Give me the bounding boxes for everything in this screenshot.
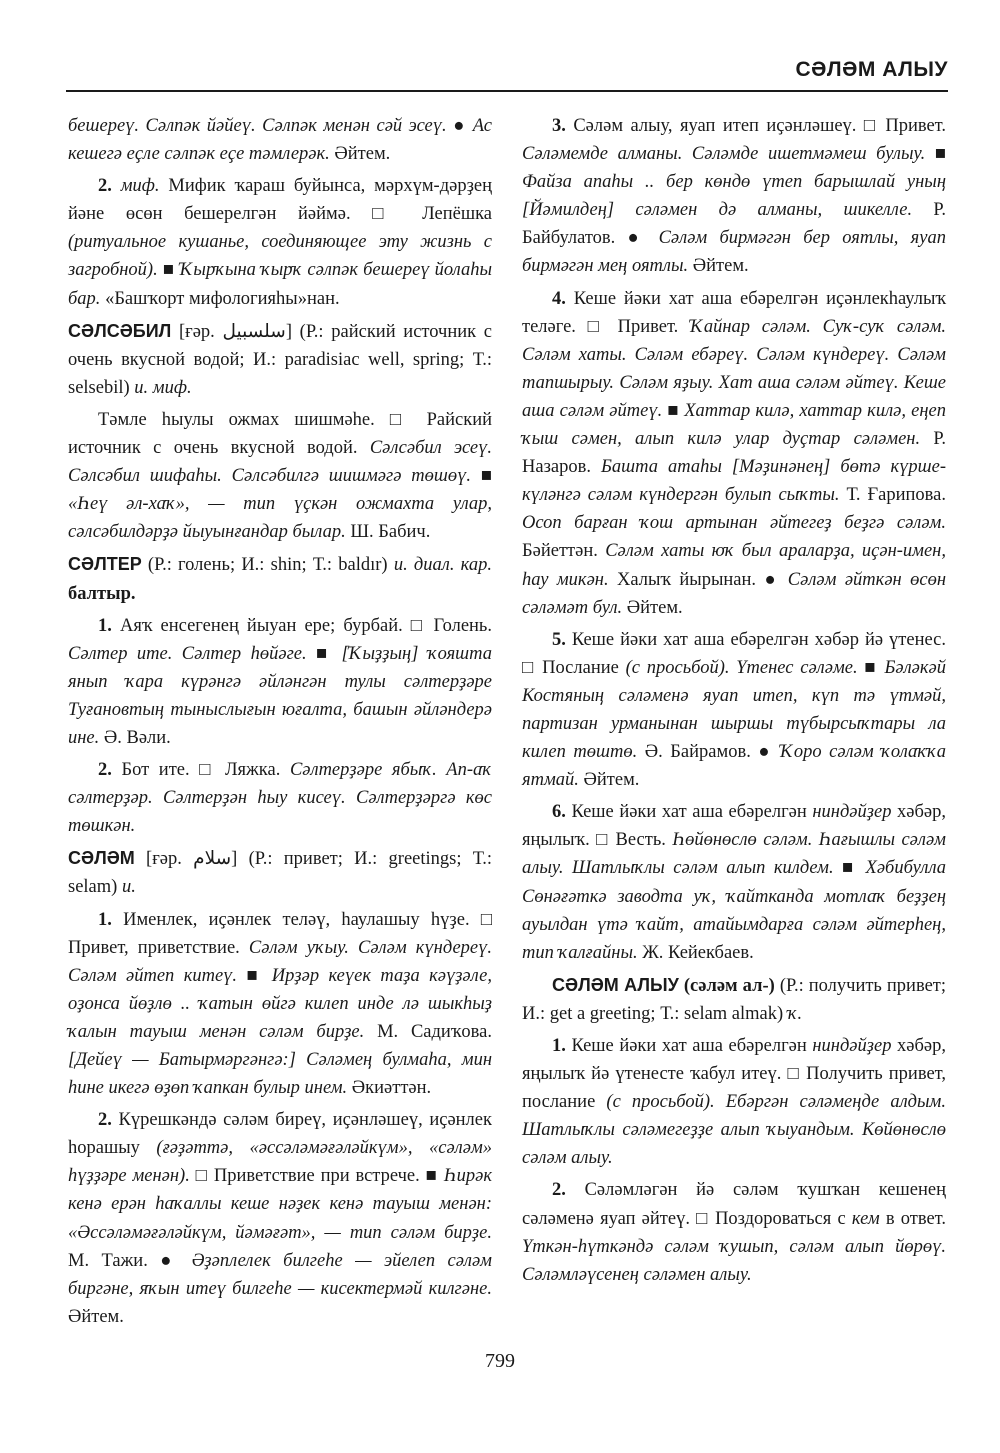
headword: СӘЛӘМ	[68, 848, 135, 869]
proverb: ● Сәләм әйткән өсөн сәләмәт бул.	[522, 569, 946, 618]
source: Ә. Вәли.	[99, 727, 171, 748]
stem-form: (сәләм ал-)	[678, 975, 775, 996]
examples: Сәләм уҡыу. Сәләм күндереү. Сәләм әйтеп китеү. ■ Ирҙәр кеүек таҙа кәүҙәле, оҙонса йөҙлө .. ҡатын өйгә килеп инде лә шыкһыҙ ҡалын тауыш менән сәләм бирҙе.	[68, 937, 492, 1042]
source: Әйтем.	[578, 770, 640, 791]
sense-number: 2.	[98, 760, 112, 781]
qualifier: ниндәйҙер	[812, 802, 892, 823]
sense-number: 1.	[98, 909, 112, 930]
entry-salam-sense-4	[522, 285, 946, 622]
definition: Аяҡ енсегенең йыуан ере; бурбай. □ Голень.	[111, 615, 492, 636]
definition: Мифик ҡараш буйынса, мәрхүм-дәрҙең йәне өсөн бешерелгән йәймә. □ Лепёшка	[68, 176, 492, 225]
source: Т. Ғарипова.	[839, 485, 946, 506]
source: Әйтем.	[68, 1306, 124, 1327]
examples: (с просьбой). Үтенес сәләме. ■ Бәләкәй Костяның сәләменә яуап итеп, күп тә үтмәй, партизан урманынан шыршы түбырсыҡтары ла килеп төштө.	[522, 657, 946, 763]
proverb: ● Сәләм бирмәгән бер оятлы, яуап бирмәгән мең оятлы.	[522, 228, 946, 277]
grammar-label: и. диал. кар.	[393, 555, 492, 576]
source: Бәйеттән.	[522, 541, 606, 562]
source: Әйтем.	[688, 256, 749, 277]
right-column	[522, 112, 946, 1293]
sense-number: 1.	[552, 1036, 566, 1056]
examples: (с просьбой). Ебәргән сәләмеңде алдым. Шатлыҡлы сәләмегеҙҙе алып ҡыуандым. Көйөнөслө сәләм алыу.	[522, 1092, 946, 1169]
sense-number: 5.	[552, 629, 566, 650]
entry-salam-alyu-sense-2	[522, 1176, 946, 1288]
entry-continuation	[68, 112, 492, 168]
entry-salsabil-def	[68, 406, 492, 546]
sense-number: 1.	[98, 615, 112, 636]
page-number: 799	[485, 1350, 515, 1372]
entry-salter	[68, 550, 492, 607]
definition: Кеше йәки хат аша ебәрелгән	[565, 802, 813, 823]
definition: Сәләм алыу, яуап итеп иҫәнләшеү. □ Привет.	[565, 116, 946, 136]
source: Әйтем.	[329, 144, 391, 165]
entry-salam-alyu-sense-1	[522, 1032, 946, 1172]
source: Ә. Байрамов.	[637, 742, 759, 763]
entry-salsabil	[68, 317, 492, 402]
headword: СӘЛСӘБИЛ	[68, 320, 172, 341]
source: Ш. Бабич.	[345, 522, 431, 543]
examples: Сәлсәбил эсеү. Сәлсәбил шифаһы. Сәлсәбилгә шишмәгә төшөү. ■ «Һеү әл-хаҡ», — тип үҫкән ожмахта улар, сәлсәбилдәрҙә йыуынғандар былар.	[68, 438, 492, 543]
entry-salam-sense-2	[68, 1106, 492, 1331]
definition: Кеше йәки хат аша ебәрелгән иҫәнлекһаулыҡ теләге. □ Привет.	[522, 288, 946, 337]
source: Әкиәттән.	[347, 1078, 432, 1099]
sense-number: 6.	[552, 802, 566, 823]
examples: Сәлтер ите. Сәлтер һөйәге. ■ [Ҡыҙҙың] ҡояшта янып ҡара күрәнгә әйләнгән тулы сәлтерҙәре Туғановтың тыныслығын юғалта, башын әйләндерә ине.	[68, 643, 492, 748]
sense-number: 2.	[98, 1110, 112, 1131]
source: «Башҡорт мифологияһы»нан.	[100, 288, 340, 309]
source: М. Садиҡова.	[364, 1021, 493, 1042]
translation: □ Приветствие при встрече.	[189, 1166, 426, 1187]
proverb: ● Ас кешегә еҫле сәлпәк еҫе тәмлерәк.	[68, 116, 493, 165]
page-header	[66, 58, 948, 92]
headword: СӘЛӘМ АЛЫУ	[552, 974, 679, 995]
definition: хәбәр, яңылыҡ йә үтенесте ҡабул итеү. □ Получить привет, послание	[522, 1036, 946, 1113]
source: Халыҡ йырынан.	[608, 569, 765, 590]
sense-number: 2.	[552, 1180, 566, 1201]
label: миф.	[111, 176, 160, 197]
source: Әйтем.	[622, 597, 683, 618]
examples: Ҡайнар сәләм. Суҡ-суҡ сәләм. Сәләм хаты. Сәләм ебәреү. Сәләм күндереү. Сәләм тапшырыу. Сәләм яҙыу. Хат аша сәләм әйтеү. Кеше аша сәләм әйтеү. ■ Хаттар килә, хаттар килә, еңеп ҡыш сәмен, алып килә улар дуҫтар сәләмен.	[522, 316, 946, 450]
quote: ■ Һирәк кенә ерән һаҡаллы кеше нәҙек кенә тауыш менән: «Әссәләмәғәләйкүм, йәмәғәт», — тип сәләм бирҙе.	[68, 1166, 492, 1243]
examples: Сәләмемде алманы. Сәләмде ишетмәмеш булыу. ■ Файза апаһы .. бер көндө үтеп барышлай уның [Йәмилдең] сәләмен дә алманы, шикелле.	[522, 144, 946, 221]
quote: ■ Ҡырҡына ҡырҡ сәлпәк бешереү йолаһы бар.	[68, 260, 492, 309]
entry-salter-sense-2	[68, 756, 492, 840]
quote: Сәләм хаты юҡ был араларҙа, иҫән-имен, һау микән.	[522, 541, 946, 590]
translation: в ответ.	[879, 1208, 946, 1229]
entry-salam-sense-5	[522, 626, 946, 795]
examples: Сәлтерҙәре ябыҡ. Ап-аҡ сәлтерҙәр. Сәлтерҙән һыу кисеү. Сәлтерҙәргә көс төшкән.	[68, 760, 493, 837]
definition: Күрешкәндә сәләм биреү, иҫәнләшеү, иҫәнлек һорашыу	[68, 1110, 492, 1159]
entry-salam-sense-3	[522, 112, 946, 281]
qualifier: ниндәйҙер	[812, 1036, 892, 1056]
source: Ж. Кейекбаев.	[637, 942, 754, 963]
sense-number: 4.	[552, 288, 566, 309]
sense-number: 3.	[552, 116, 566, 136]
grammar-label: ҡ.	[787, 1003, 803, 1024]
examples: Һөйөнөслө сәләм. Һағышлы сәләм алыу. Шатлыҡлы сәләм алып килдем. ■ Хәбибулла Сөнәғәткә заводта уҡ, ҡайтканда мотлаҡ беҙҙең ауылдан үтә ҡайт, атайымдарға сәләм әйтерһең, тип ҡалғайны.	[522, 830, 946, 963]
etymology: (Р.: получить привет; И.: get a greeting; Т.: selam almak)	[522, 975, 947, 1024]
source: Р. Байбулатов.	[522, 200, 946, 249]
etymology: [ғәр. سلام] (Р.: привет; И.: greetings; Т.: selam)	[68, 849, 492, 898]
entry-salam-sense-1	[68, 906, 492, 1103]
etymology: [ғәр. سلسبيل] (Р.: райский источник с очень вкусной водой; И.: paradisiac well, spring; Т.: selsebil)	[68, 321, 493, 398]
entry-salam-sense-6	[522, 798, 946, 967]
definition: Именлек, иҫәнлек теләү, һаулашыу һүҙе. □ Привет, приветствие.	[68, 909, 492, 958]
example-text: бешереү. Сәлпәк йәйеү. Сәлпәк менән сәй эсеү.	[68, 116, 447, 136]
grammar-label: и.	[121, 877, 136, 898]
quote: Осоп барған ҡош артынан әйтегеҙ беҙгә сәләм.	[522, 513, 946, 534]
translation-note: (ритуальное кушанье, соединяющее эту жизнь с загробной).	[68, 232, 492, 281]
headword: СӘЛТЕР	[68, 554, 142, 575]
quote: Башта атаһы [Мәҙинәнең] бөтә күрше-күләнгә сәләм күндергән булып сыҡты.	[522, 457, 946, 506]
sense-2	[68, 172, 492, 312]
entry-salter-sense-1	[68, 612, 492, 752]
etymology: (Р.: голень; И.: shin; Т.: baldır)	[141, 555, 394, 576]
source: М. Тажи.	[68, 1250, 161, 1271]
qualifier: кем	[851, 1208, 880, 1229]
definition: Кеше йәки хат аша ебәрелгән	[565, 1036, 813, 1056]
grammar-label: и. миф.	[134, 377, 192, 398]
cross-reference: балтыр.	[68, 583, 136, 604]
definition: Кеше йәки хат аша ебәрелгән хәбәр йә үтенес. □ Послание	[522, 629, 946, 678]
source: Р. Назаров.	[522, 429, 946, 478]
definition: хәбәр, яңылыҡ. □ Весть.	[522, 802, 946, 851]
entry-salam	[68, 844, 492, 901]
running-head: СӘЛӘМ АЛЫУ	[795, 58, 948, 81]
examples: Үткән-һүткәндә сәләм ҡушып, сәләм алып йөрөү. Сәләмләүсенең сәләмен алыу.	[522, 1236, 946, 1285]
proverb: ● Әҙәплелек билгеһе — эйелеп сәләм биргәне, яҡын итеү билгеһе — кисектермәй килгәне.	[68, 1250, 492, 1299]
definition: Сәләмләгән йә сәләм ҡушҡан кешенең сәләменә яуап әйтеү. □ Поздороваться с	[522, 1180, 946, 1229]
definition: Бот ите. □ Ляжка.	[111, 760, 290, 781]
quote: [Дейеү — Батырмәргәнгә:] Сәләмең булмаһа, мин һине икегә өҙөп ҡапкан булыр инем.	[68, 1050, 492, 1099]
definition: Тәмле һыулы ожмах шишмәһе. □ Райский источник с очень вкусной водой.	[68, 409, 492, 459]
proverb: ● Ҡоро сәләм ҡолаҡҡа ятмай.	[522, 742, 947, 791]
left-column	[68, 112, 492, 1335]
header-rule	[66, 90, 948, 92]
sense-number: 2.	[98, 176, 112, 197]
usage-note: (ғәҙәттә, «әссәләмәғәләйкүм», «сәләм» һүҙҙәре менән).	[68, 1138, 492, 1187]
entry-salam-alyu	[522, 971, 946, 1028]
